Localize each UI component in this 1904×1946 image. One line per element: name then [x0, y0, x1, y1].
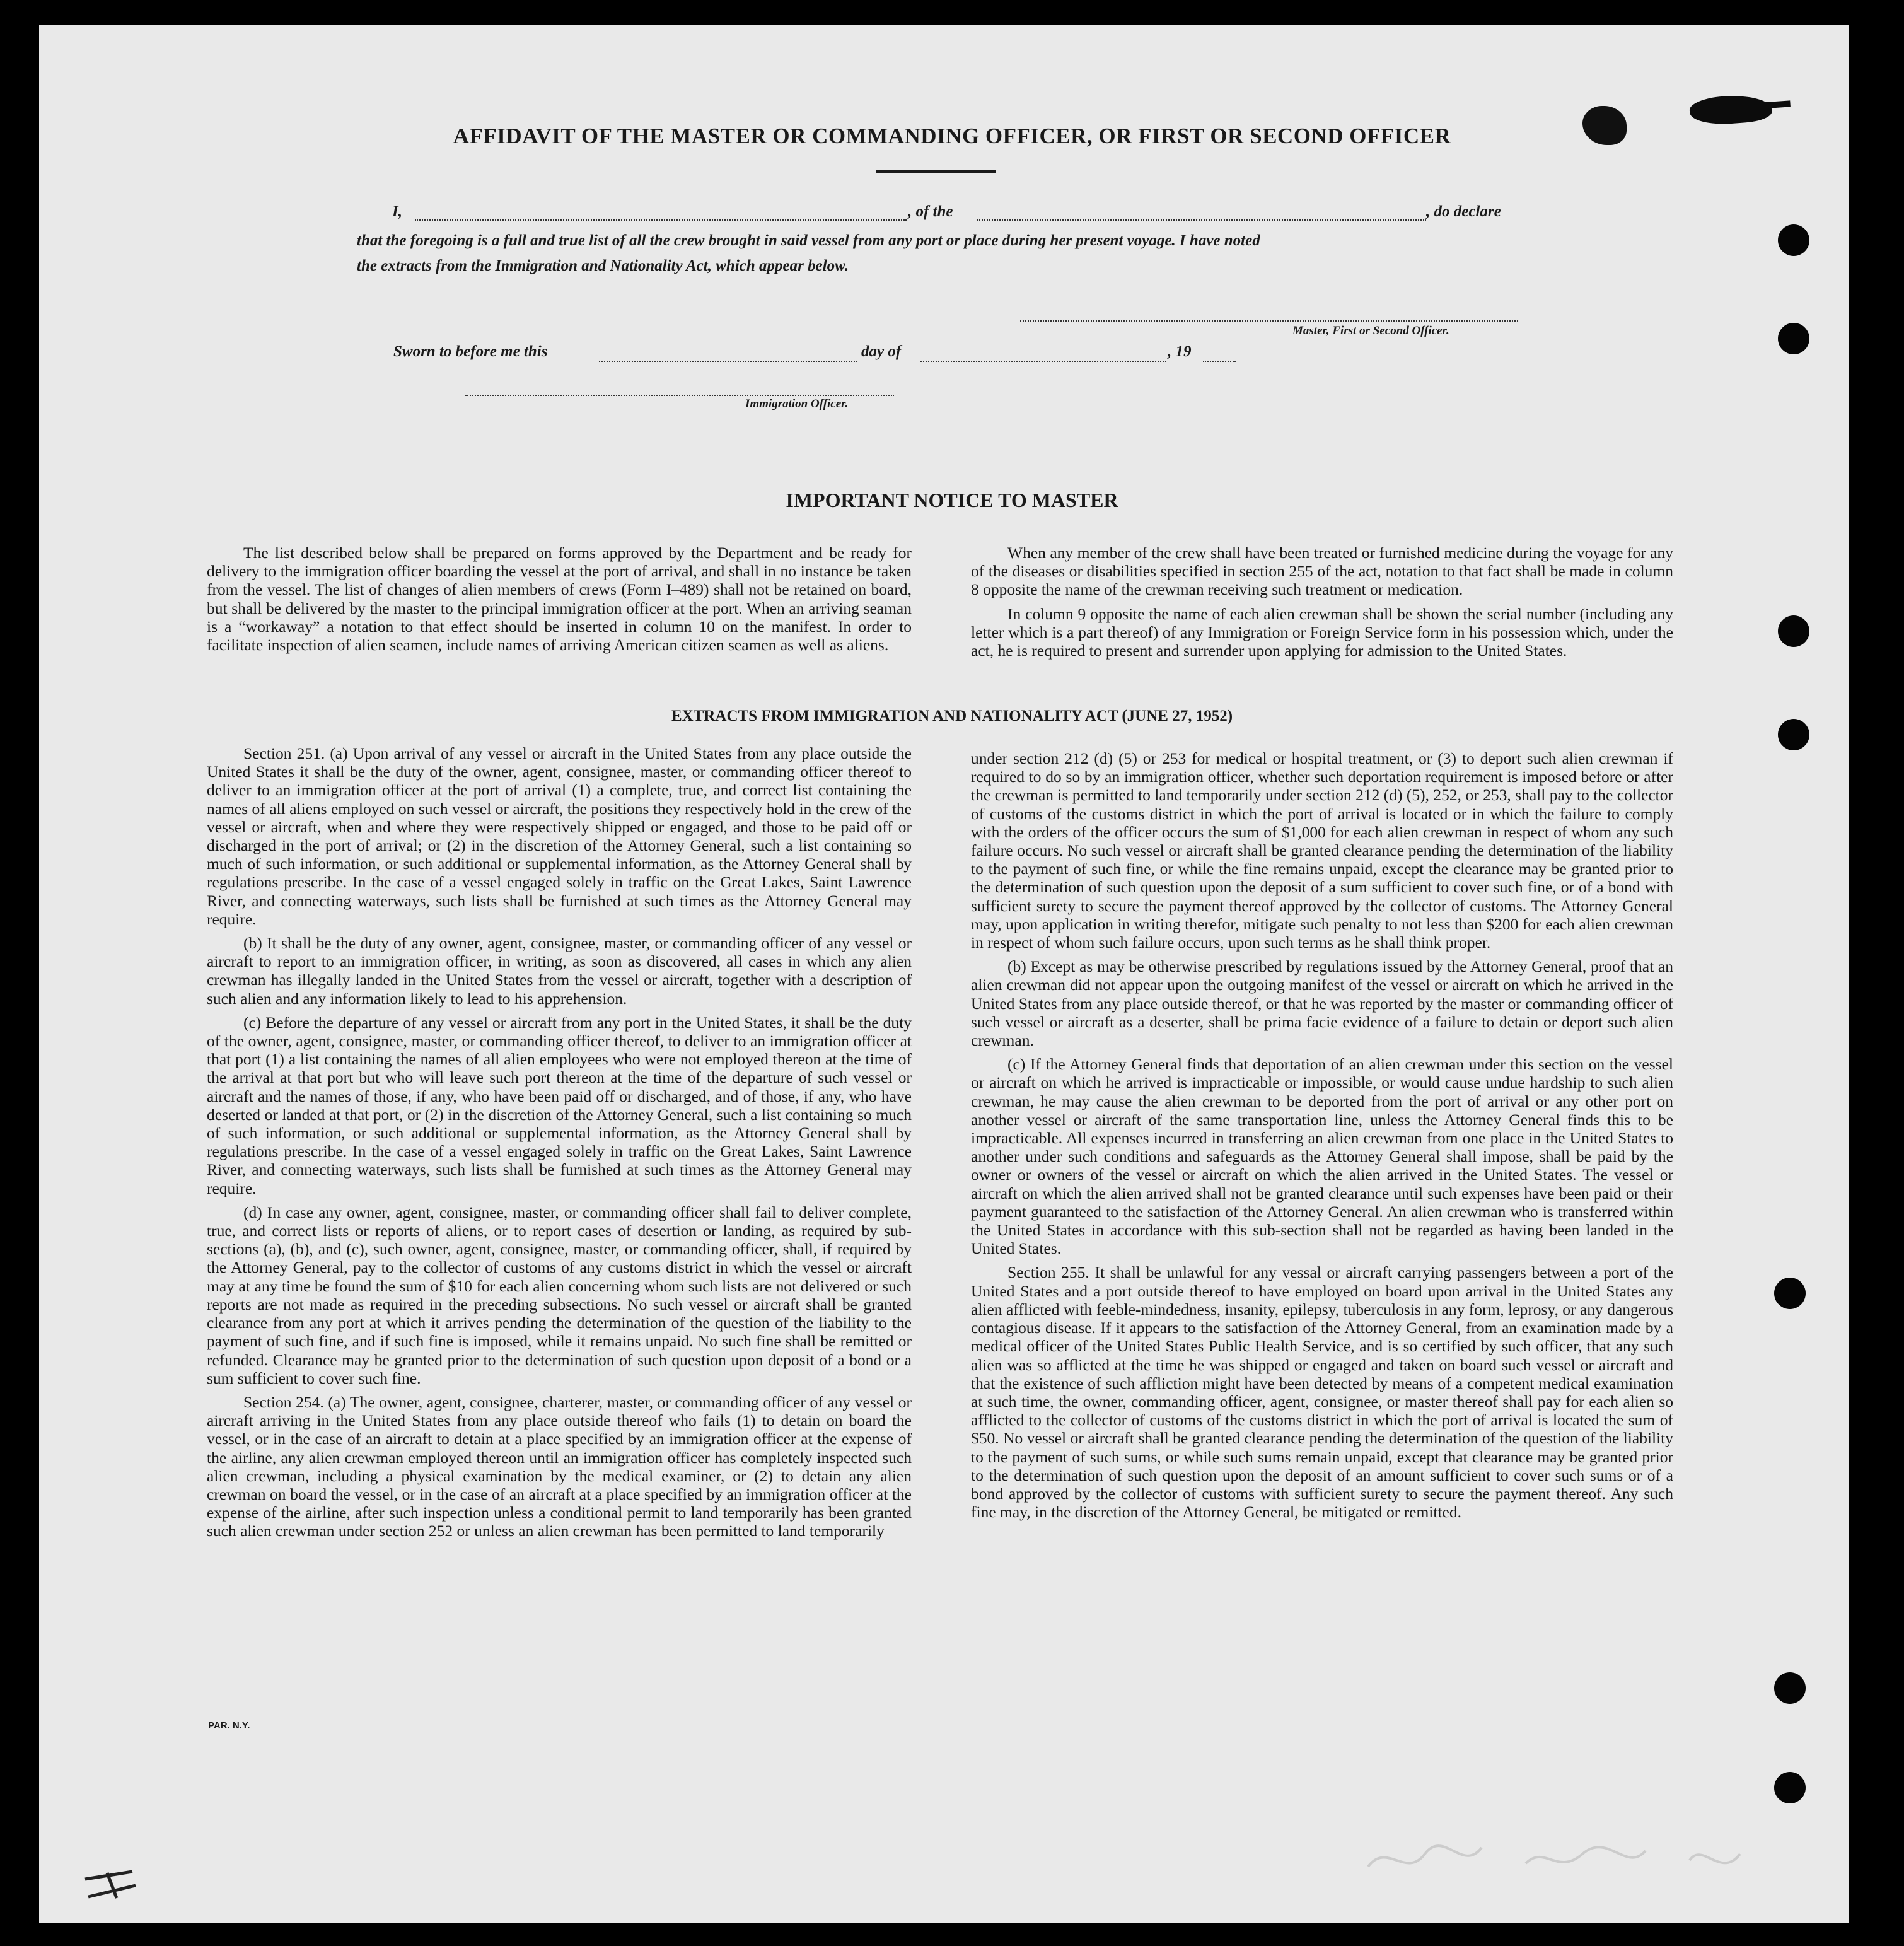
officer-signature-line[interactable] [465, 395, 894, 396]
bleed-through-handwriting [1362, 1829, 1765, 1885]
section-254-a-cont: under section 212 (d) (5) or 253 for medical or hospital treatment, or (3) to deport such alien crewman if required to do so by an immigration officer, whether such deportation requirement is imposed before or after the crewman is permitted to land temporarily under section 212 (d) (5), 252, or 253, shall pay to the collector of customs of the customs district in which the port of arrival is located or in which the failure to comply with the orders of the officer occurs the sum of $1,000 for each alien crewman in respect of whom any such failure occurs. No such vessel or aircraft shall be granted clearance pending the determination of the liability to the payment of such fine, or while the fine remains unpaid, except the clearance may be granted prior to the determination of such question upon the deposit of a sum sufficient to cover such fine, or of a bond with sufficient surety to secure the payment thereof approved by the collector of customs. The Attorney General may, upon application in writing therefor, mitigate such penalty to not less than $200 for each alien crewman in respect of whom such failure occurs, upon such terms as he shall think proper. [971, 749, 1673, 952]
extracts-right-column [971, 749, 1673, 1527]
year-label: , 19 [1168, 343, 1192, 360]
day-of-label: day of [861, 343, 902, 360]
name-line[interactable] [415, 219, 907, 221]
punch-hole [1778, 224, 1809, 256]
section-251-c: (c) Before the departure of any vessel or aircraft from any port in the United States, it shall be the duty of the owner, agent, consignee, master, or commanding officer thereof, to deliver to an immigration officer at that port (1) a list containing the names of all alien employees who were not employed thereon at the time of the arrival at that port but who will leave such port thereon at the time of the departure of such vessel or aircraft and the names of those, if any, who have been paid off or discharged, and of those, if any, who have deserted or landed at that port, or (2) in the discretion of the Attorney General, such a list containing so much of such information, or such additional or supplemental information, as the Attorney General shall by regulations prescribe. In the case of a vessel engaged solely in traffic on the Great Lakes, Saint Lawrence River, and connecting waterways, such lists shall be furnished at such times as the Attorney General may require. [207, 1013, 912, 1197]
declaration-line-2: that the foregoing is a full and true list of all the crew brought in said vessel from any port or place during her present voyage. I have noted [357, 232, 1260, 249]
master-caption: Master, First or Second Officer. [1292, 324, 1449, 337]
notice-left-column [207, 544, 912, 660]
year-line[interactable] [1203, 361, 1236, 362]
printer-mark: PAR. N.Y. [208, 1720, 250, 1731]
notice-paragraph: In column 9 opposite the name of each alien crewman shall be shown the serial number (including any letter which is a part thereof) of any Immigration or Foreign Service form in his possession which, under the act, he is required to present and surrender upon applying for admission to the United States. [971, 604, 1673, 660]
extracts-title: EXTRACTS FROM IMMIGRATION AND NATIONALITY ACT (JUNE 27, 1952) [671, 708, 1233, 725]
notice-right-column [971, 544, 1673, 665]
punch-hole [1774, 1772, 1806, 1803]
sworn-label: Sworn to before me this [393, 343, 548, 360]
section-254-a: Section 254. (a) The owner, agent, consignee, charterer, master, or commanding officer of any vessel or aircraft arriving in the United States from any place outside thereof who fails (1) to detain on board the vessel, or in the case of an aircraft to detain at a place specified by an immigration officer at the expense of the airline, any alien crewman employed thereon until an immigration officer has completely inspected such alien crewman, including a physical examination by the medical examiner, or (2) to detain any alien crewman on board the vessel, or in the case of an aircraft at a place specified by an immigration officer at the expense of the airline, after such inspection unless a conditional permit to land temporarily has been granted such alien crewman under section 252 or unless an alien crewman has been permitted to land temporarily [207, 1392, 912, 1541]
vessel-line[interactable] [977, 219, 1426, 221]
punch-hole [1774, 1672, 1806, 1704]
section-251-b: (b) It shall be the duty of any owner, agent, consignee, master, or commanding officer of any vessel or aircraft to report to an immigration officer, in writing, as soon as discovered, all cases in which any alien crewman has illegally landed in the United States from the vessel or aircraft, together with a description of such alien and any information likely to lead to his apprehension. [207, 934, 912, 1008]
section-255: Section 255. It shall be unlawful for any vessal or aircraft carrying passengers between a port of the United States and a port outside thereof to have employed on board upon arrival in the United States any alien afflicted with feeble-mindedness, insanity, epilepsy, tuberculosis in any form, leprosy, or any dangerous contagious disease. If it appears to the satisfaction of the Attorney General, from an examination made by a medical officer of the United States Public Health Service, and is so certified by such officer, that any such alien was so afflicted at the time he was shipped or engaged and taken on board such vessel or aircraft and that the existence of such affliction might have been detected by means of a competent medical examination at such time, the owner, commanding officer, agent, consignee, or master thereof shall pay for each alien so afflicted to the collector of customs of the customs district in which the port of arrival is located the sum of $50. No vessel or aircraft shall be granted clearance pending the determination of the question of the liability to the payment of such sums, or while such sums remain unpaid, except that clearance may be granted prior to the determination of such question upon the deposit of an amount sufficient to cover such sums or of a bond approved by the collector of customs with sufficient surety to secure the payment thereof. Any such fine may, in the discretion of the Attorney General, be mitigated or remitted. [971, 1263, 1673, 1522]
extracts-left-column [207, 744, 912, 1546]
scan-edge [1854, 0, 1856, 1946]
notice-paragraph: The list described below shall be prepared on forms approved by the Department and be ready for delivery to the immigration officer boarding the vessel at the port of arrival, and shall in no instance be taken from the vessel. The list of changes of alien members of crews (Form I–489) shall not be retained on board, but shall be delivered by the master to the principal immigration officer at the port. When an arriving seaman is a “workaway” a notation to that effect should be inserted in column 10 on the manifest. In order to facilitate inspection of alien seamen, include names of arriving American citizen seamen as well as aliens. [207, 544, 912, 655]
notice-paragraph: When any member of the crew shall have been treated or furnished medicine during the voyage for any of the diseases or disabilities specified in section 255 of the act, notation to that fact shall be made in column 8 opposite the name of the crewman receiving such treatment or medication. [971, 544, 1673, 599]
month-line[interactable] [920, 361, 1166, 362]
punch-hole [1774, 1278, 1806, 1309]
section-254-b: (b) Except as may be otherwise prescribed by regulations issued by the Attorney General, proof that an alien crewman did not appear upon the outgoing manifest of the vessel or aircraft on which he arrived in the United States from any place outside thereof, or that he was reported by the master or commanding officer of such vessel or aircraft as a deserter, shall be prima facie evidence of a failure to detain or deport such alien crewman. [971, 957, 1673, 1050]
punch-hole [1778, 615, 1809, 647]
section-254-c: (c) If the Attorney General finds that deportation of an alien crewman under this section on the vessel or aircraft on which he arrived is impracticable or impossible, or would cause undue hardship to such alien crewman, he may cause the alien crewman to be deported from the port of arrival or any other port on another vessel or aircraft of the same transportation line, unless the Attorney General finds this to be impracticable. All expenses incurred in transferring an alien crewman from one place in the United States to another under such conditions and safeguards as the Attorney General shall impose, shall be paid by the owner or owners of the vessel or aircraft on which the alien arrived in the United States. The vessel or aircraft on which the alien arrived shall not be granted clearance until such expenses have been paid or their payment guaranteed to the satisfaction of the Attorney General. An alien crewman who is transferred within the United States in accordance with this sub-section shall not be regarded as having been landed in the United States. [971, 1055, 1673, 1258]
pencil-mark [82, 1867, 139, 1904]
officer-caption: Immigration Officer. [745, 397, 849, 411]
affidavit-title: AFFIDAVIT OF THE MASTER OR COMMANDING OFFICER, OR FIRST OR SECOND OFFICER [453, 124, 1451, 148]
declaration-line-3: the extracts from the Immigration and Nationality Act, which appear below. [357, 257, 849, 274]
sworn-day-line[interactable] [599, 361, 857, 362]
do-declare-label: , do declare [1426, 203, 1501, 220]
notice-title: IMPORTANT NOTICE TO MASTER [786, 489, 1118, 511]
punch-hole [1778, 323, 1809, 354]
of-the-label: , of the [908, 203, 953, 220]
i-label: I, [392, 203, 402, 220]
section-251-d: (d) In case any owner, agent, consignee, master, or commanding officer shall fail to deliver complete, true, and correct lists or reports of aliens, or to report cases of desertion or landing, as required by sub-sections (a), (b), and (c), such owner, agent, consignee, master, or commanding officer, shall, if required by the Attorney General, pay to the collector of customs of any customs district in which the vessel or aircraft may at any time be found the sum of $10 for each alien concerning whom such lists are not delivered or such reports are not made as required in the preceding subsections. No such vessel or aircraft shall be granted clearance from any port at which it arrives pending the determination of the question of the liability to the payment of such fine, and if such fine is imposed, while it remains unpaid. No such fine shall be remitted or refunded. Clearance may be granted prior to the determination of such question upon deposit of a bond or a sum sufficient to cover such fine. [207, 1203, 912, 1387]
master-signature-line[interactable] [1020, 320, 1518, 322]
section-251-a: Section 251. (a) Upon arrival of any vessel or aircraft in the United States from any place outside the United States it shall be the duty of the owner, agent, consignee, master, or commanding officer thereof to deliver to an immigration officer at the port of arrival (1) a complete, true, and correct list containing the names of all aliens employed on such vessel or aircraft, the positions they respectively hold in the crew of the vessel or aircraft, when and where they were respectively shipped or engaged, and those to be paid off or discharged in the port of arrival; or (2) in the discretion of the Attorney General, such a list containing so much of such information, or such additional or supplemental information, as the Attorney General shall by regulations prescribe. In the case of a vessel engaged solely in traffic on the Great Lakes, Saint Lawrence River, and connecting waterways, such lists shall be furnished at such times as the Attorney General may require. [207, 744, 912, 928]
title-underline [876, 170, 996, 173]
